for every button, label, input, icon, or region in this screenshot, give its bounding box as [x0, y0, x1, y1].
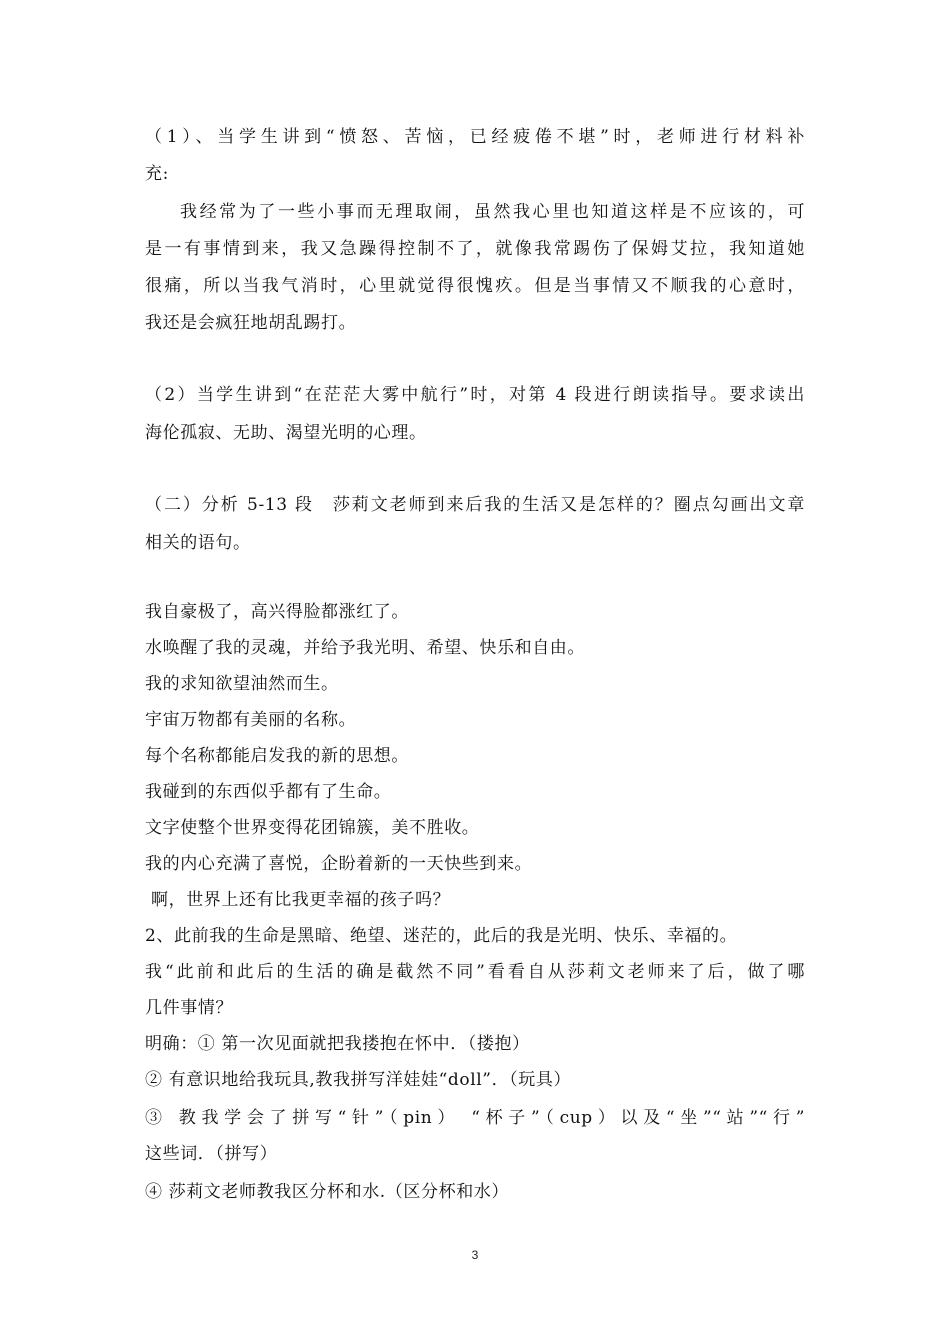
paragraph-line: 我“此前和此后的生活的确是截然不同”看看自从莎莉文老师来了后，做了哪	[145, 962, 805, 982]
paragraph-line: 海伦孤寂、无助、渴望光明的心理。	[145, 423, 427, 443]
paragraph-line: （2）当学生讲到“在茫茫大雾中航行”时，对第 4 段进行朗读指导。要求读出	[145, 385, 805, 405]
paragraph-line: 我还是会疯狂地胡乱踢打。	[145, 313, 357, 333]
quote-line: 宇宙万物都有美丽的名称。	[145, 710, 357, 730]
quote-line: 每个名称都能启发我的新的思想。	[145, 746, 409, 766]
list-item: 这些词．（拼写）	[145, 1144, 278, 1164]
list-item: ② 有意识地给我玩具,教我拼写洋娃娃“doll”．（玩具）	[145, 1070, 572, 1090]
quote-line: 我碰到的东西似乎都有了生命。	[145, 782, 392, 802]
paragraph-line: 充:	[145, 164, 169, 184]
paragraph-line: 是一有事情到来，我又急躁得控制不了，就像我常踢伤了保姆艾拉，我知道她	[145, 239, 805, 259]
quote-line: 我的求知欲望油然而生。	[145, 674, 339, 694]
paragraph-line: 2、此前我的生命是黑暗、绝望、迷茫的，此后的我是光明、快乐、幸福的。	[145, 926, 738, 946]
paragraph-line: 相关的语句。	[145, 533, 251, 553]
paragraph-line: （1）、当学生讲到“愤怒、苦恼，已经疲倦不堪”时，老师进行材料补	[145, 127, 805, 147]
list-item: 明确：① 第一次见面就把我搂抱在怀中．（搂抱）	[145, 1034, 530, 1054]
quote-line: 水唤醒了我的灵魂，并给予我光明、希望、快乐和自由。	[145, 638, 585, 658]
quote-line: 文字使整个世界变得花团锦簇，美不胜收。	[145, 818, 480, 838]
page-number: 3	[471, 1248, 479, 1262]
list-item: ④ 莎莉文老师教我区分杯和水.（区分杯和水）	[145, 1182, 510, 1202]
quote-line: 我自豪极了，高兴得脸都涨红了。	[145, 602, 409, 622]
section-heading: （二）分析 5-13 段 莎莉文老师到来后我的生活又是怎样的？圈点勾画出文章	[145, 495, 805, 515]
list-item: ③ 教我学会了拼写“针”（pin） “杯子”（cup）以及“坐”“站”“行”	[145, 1108, 805, 1128]
quote-line: 我的内心充满了喜悦，企盼着新的一天快些到来。	[145, 854, 533, 874]
quote-line: 啊，世界上还有比我更幸福的孩子吗？	[145, 890, 451, 910]
paragraph-line: 很痛，所以当我气消时，心里就觉得很愧疚。但是当事情又不顺我的心意时，	[145, 276, 805, 296]
paragraph-line: 我经常为了一些小事而无理取闹，虽然我心里也知道这样是不应该的，可	[180, 202, 805, 222]
paragraph-line: 几件事情？	[145, 998, 233, 1018]
